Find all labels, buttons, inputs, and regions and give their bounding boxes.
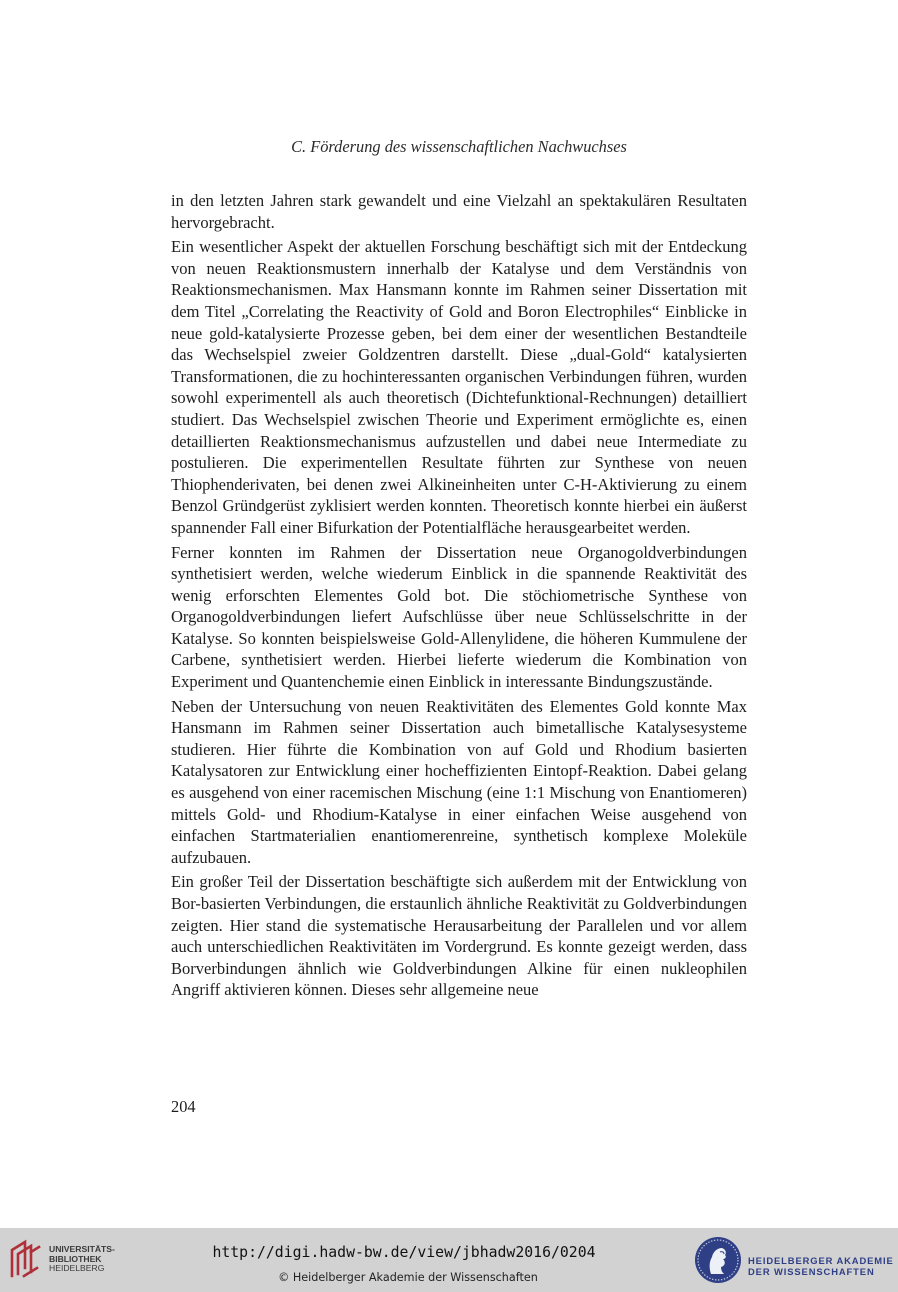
academy-line-2: DER WISSENSCHAFTEN (748, 1266, 875, 1277)
page-number: 204 (171, 1097, 196, 1116)
body-text (171, 190, 747, 1004)
footer-bar (0, 1228, 898, 1292)
paragraph-1: in den letzten Jahren stark gewandelt und eine Vielzahl an spektakulären Resultaten hervorgebracht. (171, 191, 747, 232)
paragraph-3: Ferner konnten im Rahmen der Dissertation neue Organogoldverbindungen synthetisiert werden, welche wiederum Einblick in die spannende Reaktivität des wenig erforschten Elementes Gold bot. Die stöchiometrische Synthese von Organogoldverbindungen liefert Aufschlüsse über neue Schlüsselschritte in der Katalyse. So konnten beispielsweise Gold-Allenylidene, die höheren Kummulene der Carbene, synthetisiert werden. Hierbei lieferte wiederum die Kombination von Experiment und Quantenchemie einen Einblick in interessante Bindungszustände. (171, 542, 747, 692)
library-line-1: UNIVERSITÄTS- (49, 1244, 115, 1254)
library-line-3: HEIDELBERG (49, 1263, 105, 1274)
library-line-2: BIBLIOTHEK (49, 1253, 102, 1264)
academy-logo-text (748, 1255, 894, 1277)
permalink-url[interactable]: http://digi.hadw-bw.de/view/jbhadw2016/0204 (212, 1244, 596, 1261)
academy-logo[interactable] (694, 1235, 894, 1287)
copyright-notice: © Heidelberger Akademie der Wissenschaften (278, 1271, 538, 1284)
paragraph-2: Ein wesentlicher Aspekt der aktuellen Forschung beschäftigt sich mit der Entdeckung von neuen Reaktionsmustern innerhalb der Katalyse und dem Verständnis von Reaktionsmechanismen. Max Hansmann konnte im Rahmen seiner Dissertation mit dem Titel „Correlating the Reactivity of Gold and Boron Electrophiles“ Einblicke in neue gold-katalysierte Prozesse geben, bei dem einer der wesentlichen Bestandteile das Wechselspiel zweier Goldzentren darstellt. Diese „dual-Gold“ katalysierten Transformationen, die zu hochinteressanten organischen Verbindungen führen, wurden sowohl experimentell als auch theoretisch (Dichtefunktional-Rechnungen) detailliert studiert. Das Wechselspiel zwischen Theorie und Experiment ermöglichte es, einen detaillierten Reaktionsmechanismus aufzustellen und dabei neue Intermediate zu postulieren. Die experimentellen Resultate führten zur Synthese von neuen Thiophenderivaten, bei denen zwei Alkineinheiten unter C-H-Aktivierung zu einem Benzol Gründgerüst zyklisiert werden konnten. Theoretisch konnte hierbei ein äußerst spannender Fall einer Bifurkation der Potentialfläche herausgearbeitet werden. (171, 237, 747, 537)
academy-line-1: HEIDELBERGER AKADEMIE (748, 1255, 894, 1266)
academy-seal-icon (694, 1235, 742, 1285)
paragraph-4: Neben der Untersuchung von neuen Reaktivitäten des Elementes Gold konnte Max Hansmann im Rahmen seiner Dissertation auch bimetallische Katalysesysteme studieren. Hier führte die Kombination von auf Gold und Rhodium basierten Katalysatoren zur Entwicklung einer hocheffizienten Eintopf-Reaktion. Dabei gelang es ausgehend von einer racemischen Mischung (eine 1:1 Mischung von Enantiomeren) mittels Gold- und Rhodium-Katalyse in einer einfachen Weise ausgehend von einfachen Startmaterialien enantiomerenreine, synthetisch komplexe Moleküle aufzubauen. (171, 696, 747, 867)
running-header: C. Förderung des wissenschaftlichen Nachwuchses (291, 137, 627, 156)
paragraph-5: Ein großer Teil der Dissertation beschäftigte sich außerdem mit der Entwicklung von Bor-basierten Verbindungen, die erstaunlich ähnliche Reaktivität zu Goldverbindungen zeigten. Hier stand die systematische Herausarbeitung der Parallelen und vor allem auch unterschiedlichen Reaktivitäten im Vordergrund. Es konnte gezeigt werden, dass Borverbindungen ähnlich wie Goldverbindungen Alkine für einen nukleophilen Angriff aktivieren können. Dieses sehr allgemeine neue (171, 872, 747, 1000)
